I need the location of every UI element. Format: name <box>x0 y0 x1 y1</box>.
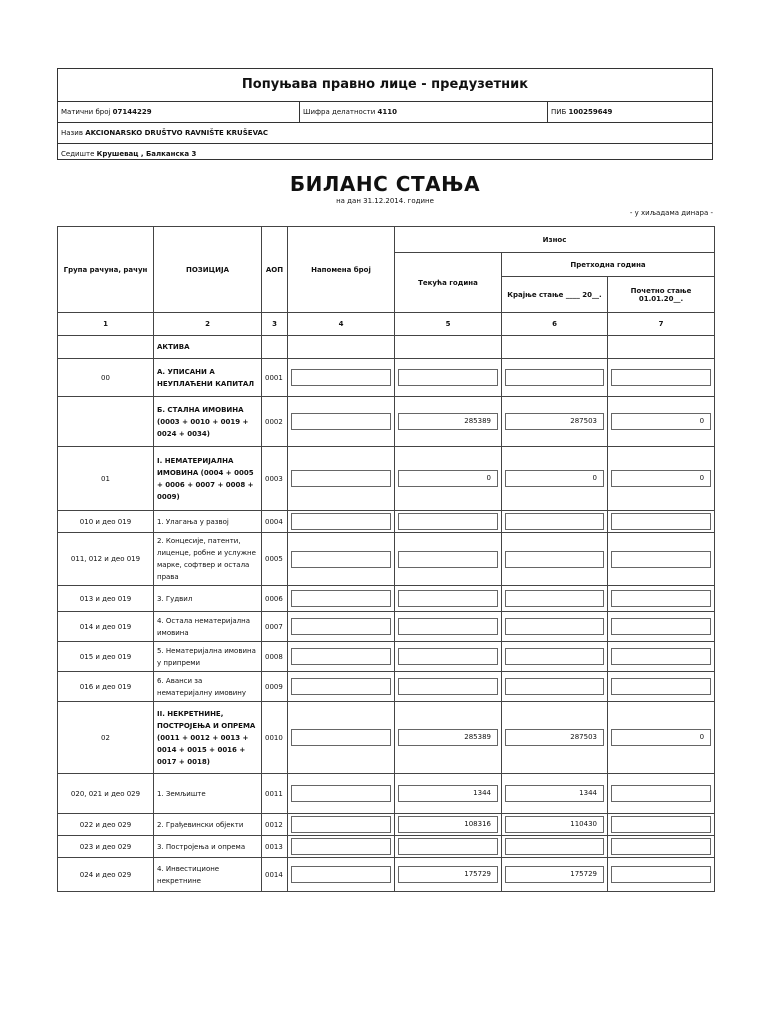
initial-state-cell <box>608 774 715 814</box>
note-field[interactable] <box>291 413 391 430</box>
aop-cell: 0008 <box>262 642 288 672</box>
end-state-field[interactable] <box>505 838 604 855</box>
note-cell <box>288 814 395 836</box>
current-field[interactable] <box>398 838 498 855</box>
aop-cell: 0003 <box>262 447 288 511</box>
table-row <box>58 702 715 774</box>
col-header-previous-year: Претходна година <box>502 253 715 277</box>
note-field[interactable] <box>291 513 391 530</box>
current-field[interactable] <box>398 678 498 695</box>
note-field[interactable] <box>291 648 391 665</box>
initial-state-field[interactable] <box>611 551 711 568</box>
col-header-end-state: Крајње стање ____ 20__. <box>502 277 608 313</box>
current-cell <box>395 672 502 702</box>
tax-id: ПИБ 100259649 <box>547 102 713 122</box>
table-row <box>58 447 715 511</box>
note-cell <box>288 359 395 397</box>
current-field[interactable]: 108316 <box>398 816 498 833</box>
note-field[interactable] <box>291 838 391 855</box>
aop-cell: 0014 <box>262 858 288 892</box>
account-group-cell: 01 <box>58 447 154 511</box>
note-field[interactable] <box>291 551 391 568</box>
note-field[interactable] <box>291 816 391 833</box>
end-state-cell <box>502 774 608 814</box>
position-cell: 5. Нематеријална имовина у припреми <box>154 642 262 672</box>
account-group-cell: 013 и део 019 <box>58 586 154 612</box>
account-group-cell <box>58 397 154 447</box>
initial-state-cell <box>608 397 715 447</box>
initial-state-field[interactable] <box>611 648 711 665</box>
current-cell <box>395 359 502 397</box>
initial-state-field[interactable] <box>611 678 711 695</box>
current-field[interactable]: 175729 <box>398 866 498 883</box>
initial-state-field[interactable] <box>611 816 711 833</box>
table-row <box>58 858 715 892</box>
table-row <box>58 359 715 397</box>
end-state-field[interactable] <box>505 678 604 695</box>
end-state-field[interactable] <box>505 648 604 665</box>
end-state-cell <box>502 642 608 672</box>
position-cell: II. НЕКРЕТНИНЕ, ПОСТРОЈЕЊА И ОПРЕМА (0011 + 0012 + 0013 + 0014 + 0015 + 0016 + 0017 + 0018) <box>154 702 262 774</box>
end-state-field[interactable]: 287503 <box>505 413 604 430</box>
header-ids-row <box>58 102 712 123</box>
col-header-current-year: Текућа година <box>395 253 502 313</box>
end-state-field[interactable]: 0 <box>505 470 604 487</box>
table-row <box>58 836 715 858</box>
current-field[interactable]: 285389 <box>398 413 498 430</box>
end-state-cell <box>502 533 608 586</box>
account-group-cell: 022 и део 029 <box>58 814 154 836</box>
activity-code: Шифра делатности 4110 <box>299 102 547 122</box>
current-cell <box>395 836 502 858</box>
position-cell: I. НЕМАТЕРИЈАЛНА ИМОВИНА (0004 + 0005 + 0006 + 0007 + 0008 + 0009) <box>154 447 262 511</box>
note-cell <box>288 702 395 774</box>
table-row <box>58 397 715 447</box>
initial-state-cell <box>608 702 715 774</box>
current-cell <box>395 533 502 586</box>
end-state-cell <box>502 858 608 892</box>
end-state-field[interactable] <box>505 590 604 607</box>
initial-state-cell <box>608 858 715 892</box>
col-header-amount: Износ <box>395 227 715 253</box>
position-cell: 1. Улагања у развој <box>154 511 262 533</box>
position-cell: 3. Гудвил <box>154 586 262 612</box>
initial-state-field[interactable] <box>611 838 711 855</box>
initial-state-field[interactable] <box>611 866 711 883</box>
position-cell: 4. Остала нематеријална имовина <box>154 612 262 642</box>
end-state-field[interactable] <box>505 618 604 635</box>
note-cell <box>288 642 395 672</box>
col-number: 1 <box>58 313 154 336</box>
note-cell <box>288 672 395 702</box>
table-row <box>58 672 715 702</box>
units-note: - у хиљадама динара - <box>629 209 713 217</box>
end-state-cell <box>502 612 608 642</box>
current-cell <box>395 586 502 612</box>
note-cell <box>288 612 395 642</box>
initial-state-cell <box>608 642 715 672</box>
initial-state-cell <box>608 672 715 702</box>
table-row <box>58 774 715 814</box>
end-state-field[interactable]: 287503 <box>505 729 604 746</box>
end-state-cell <box>502 397 608 447</box>
aop-cell: 0011 <box>262 774 288 814</box>
position-cell: А. УПИСАНИ А НЕУПЛАЋЕНИ КАПИТАЛ <box>154 359 262 397</box>
initial-state-field[interactable]: 0 <box>611 413 711 430</box>
note-field[interactable] <box>291 618 391 635</box>
current-cell <box>395 774 502 814</box>
end-state-cell <box>502 359 608 397</box>
initial-state-field[interactable] <box>611 369 711 386</box>
current-cell <box>395 858 502 892</box>
note-cell <box>288 836 395 858</box>
company-seat-row: Седиште Крушевац , Балканска 3 <box>61 150 197 158</box>
position-cell: 6. Аванси за нематеријалну имовину <box>154 672 262 702</box>
current-field[interactable] <box>398 513 498 530</box>
initial-state-cell <box>608 814 715 836</box>
current-cell <box>395 612 502 642</box>
current-field[interactable]: 0 <box>398 470 498 487</box>
note-field[interactable] <box>291 590 391 607</box>
current-field[interactable] <box>398 551 498 568</box>
account-group-cell: 024 и део 029 <box>58 858 154 892</box>
col-header-aop: АОП <box>262 227 288 313</box>
table-row <box>58 533 715 586</box>
note-cell <box>288 447 395 511</box>
end-state-cell <box>502 702 608 774</box>
end-state-cell <box>502 447 608 511</box>
col-header-initial-state: Почетно стање 01.01.20__. <box>608 277 715 313</box>
balance-sheet-table <box>57 226 715 892</box>
aop-cell: 0001 <box>262 359 288 397</box>
registration-number: Матични број 07144229 <box>61 108 152 116</box>
current-cell <box>395 447 502 511</box>
aop-cell: 0013 <box>262 836 288 858</box>
initial-state-field[interactable] <box>611 513 711 530</box>
note-field[interactable] <box>291 470 391 487</box>
col-number: 6 <box>502 313 608 336</box>
position-cell: 2. Грађевински објекти <box>154 814 262 836</box>
end-state-field[interactable]: 1344 <box>505 785 604 802</box>
initial-state-cell <box>608 612 715 642</box>
current-field[interactable] <box>398 590 498 607</box>
account-group-cell: 023 и део 029 <box>58 836 154 858</box>
account-group-cell: 011, 012 и део 019 <box>58 533 154 586</box>
table-row <box>58 511 715 533</box>
table-row <box>58 586 715 612</box>
col-header-position: ПОЗИЦИЈА <box>154 227 262 313</box>
note-cell <box>288 858 395 892</box>
end-state-field[interactable]: 175729 <box>505 866 604 883</box>
aop-cell: 0004 <box>262 511 288 533</box>
aop-cell: 0005 <box>262 533 288 586</box>
initial-state-cell <box>608 586 715 612</box>
position-cell: 4. Инвестиционе некретнине <box>154 858 262 892</box>
position-cell: Б. СТАЛНА ИМОВИНА (0003 + 0010 + 0019 + 0024 + 0034) <box>154 397 262 447</box>
end-state-cell <box>502 836 608 858</box>
end-state-cell <box>502 672 608 702</box>
aop-cell: 0007 <box>262 612 288 642</box>
note-cell <box>288 586 395 612</box>
end-state-field[interactable] <box>505 513 604 530</box>
table-row <box>58 612 715 642</box>
section-label: АКТИВА <box>154 336 262 359</box>
initial-state-cell <box>608 447 715 511</box>
aop-cell: 0002 <box>262 397 288 447</box>
current-field[interactable]: 285389 <box>398 729 498 746</box>
account-group-cell: 020, 021 и део 029 <box>58 774 154 814</box>
end-state-field[interactable] <box>505 369 604 386</box>
note-field[interactable] <box>291 369 391 386</box>
col-number: 7 <box>608 313 715 336</box>
column-numbers-row <box>58 313 715 336</box>
initial-state-cell <box>608 836 715 858</box>
current-cell <box>395 814 502 836</box>
note-cell <box>288 511 395 533</box>
note-cell <box>288 397 395 447</box>
col-number: 5 <box>395 313 502 336</box>
note-field[interactable] <box>291 678 391 695</box>
col-header-group: Група рачуна, рачун <box>58 227 154 313</box>
current-field[interactable]: 1344 <box>398 785 498 802</box>
position-cell: 2. Концесије, патенти, лиценце, робне и услужне марке, софтвер и остала права <box>154 533 262 586</box>
note-field[interactable] <box>291 866 391 883</box>
document-date: на дан 31.12.2014. године <box>336 197 434 205</box>
initial-state-cell <box>608 359 715 397</box>
end-state-field[interactable] <box>505 551 604 568</box>
account-group-cell: 00 <box>58 359 154 397</box>
initial-state-field[interactable] <box>611 590 711 607</box>
current-field[interactable] <box>398 369 498 386</box>
form-header <box>57 68 713 160</box>
current-cell <box>395 642 502 672</box>
section-row-assets <box>58 336 715 359</box>
company-name-row: Назив AKCIONARSKO DRUŠTVO RAVNIŠTE KRUŠEVAC <box>58 123 712 144</box>
account-group-cell: 02 <box>58 702 154 774</box>
account-group-cell: 010 и део 019 <box>58 511 154 533</box>
note-cell <box>288 533 395 586</box>
current-cell <box>395 397 502 447</box>
col-header-note: Напомена број <box>288 227 395 313</box>
aop-cell: 0006 <box>262 586 288 612</box>
col-number: 3 <box>262 313 288 336</box>
aop-cell: 0012 <box>262 814 288 836</box>
end-state-cell <box>502 814 608 836</box>
col-number: 4 <box>288 313 395 336</box>
current-cell <box>395 511 502 533</box>
note-field[interactable] <box>291 729 391 746</box>
initial-state-field[interactable]: 0 <box>611 470 711 487</box>
position-cell: 1. Земљиште <box>154 774 262 814</box>
note-field[interactable] <box>291 785 391 802</box>
note-cell <box>288 774 395 814</box>
table-row <box>58 642 715 672</box>
account-group-cell: 016 и део 019 <box>58 672 154 702</box>
end-state-cell <box>502 511 608 533</box>
initial-state-field[interactable]: 0 <box>611 729 711 746</box>
table-row <box>58 814 715 836</box>
current-cell <box>395 702 502 774</box>
initial-state-cell <box>608 533 715 586</box>
current-field[interactable] <box>398 618 498 635</box>
end-state-cell <box>502 586 608 612</box>
initial-state-field[interactable] <box>611 785 711 802</box>
current-field[interactable] <box>398 648 498 665</box>
position-cell: 3. Постројења и опрема <box>154 836 262 858</box>
aop-cell: 0010 <box>262 702 288 774</box>
header-title: Попуњава правно лице - предузетник <box>58 69 712 102</box>
col-number: 2 <box>154 313 262 336</box>
initial-state-cell <box>608 511 715 533</box>
aop-cell: 0009 <box>262 672 288 702</box>
account-group-cell: 014 и део 019 <box>58 612 154 642</box>
document-title: БИЛАНС СТАЊА <box>289 172 481 196</box>
initial-state-field[interactable] <box>611 618 711 635</box>
end-state-field[interactable]: 110430 <box>505 816 604 833</box>
account-group-cell: 015 и део 019 <box>58 642 154 672</box>
